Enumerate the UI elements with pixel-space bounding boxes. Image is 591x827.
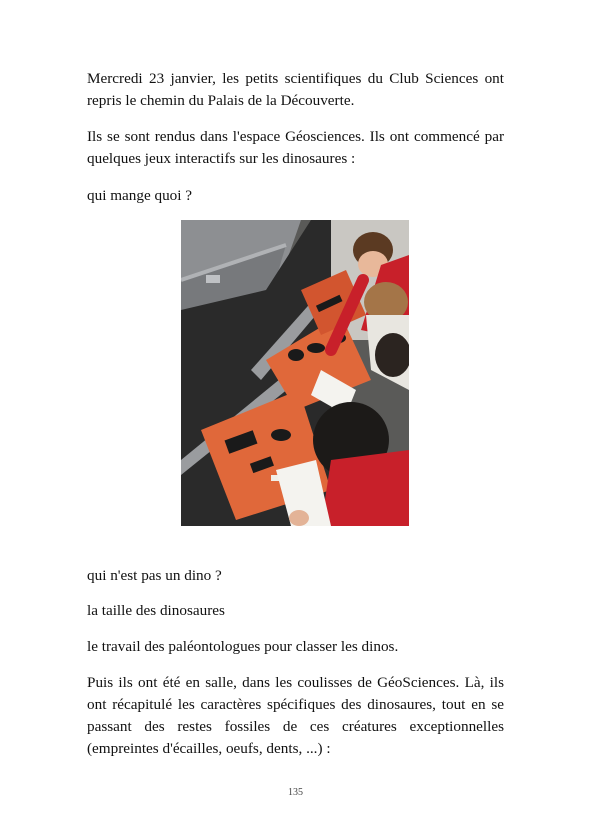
photo-children-dinosaur-game [181, 220, 409, 526]
paragraph-geosciences: Ils se sont rendus dans l'espace Géosciences. Ils ont commencé par quelques jeux interactifs sur les dinosaures : [87, 128, 504, 167]
paragraph-intro: Mercredi 23 janvier, les petits scientifiques du Club Sciences ont repris le chemin du Palais de la Découverte. [87, 70, 504, 109]
paragraph-game-1: qui mange quoi ? [87, 187, 193, 204]
paragraph-coulisses: Puis ils ont été en salle, dans les coulisses de GéoSciences. Là, ils ont récapitulé les caractères spécifiques des dinosaures, tout en se passant des restes fossiles de ces créatures exceptionnelles (empreintes d'écailles, oeufs, dents, ...) : [87, 674, 504, 757]
paragraph-game-4: le travail des paléontologues pour classer les dinos. [87, 638, 399, 655]
page-number: 135 [288, 787, 303, 798]
paragraph-game-2: qui n'est pas un dino ? [87, 567, 222, 584]
paragraph-game-3: la taille des dinosaures [87, 602, 225, 619]
